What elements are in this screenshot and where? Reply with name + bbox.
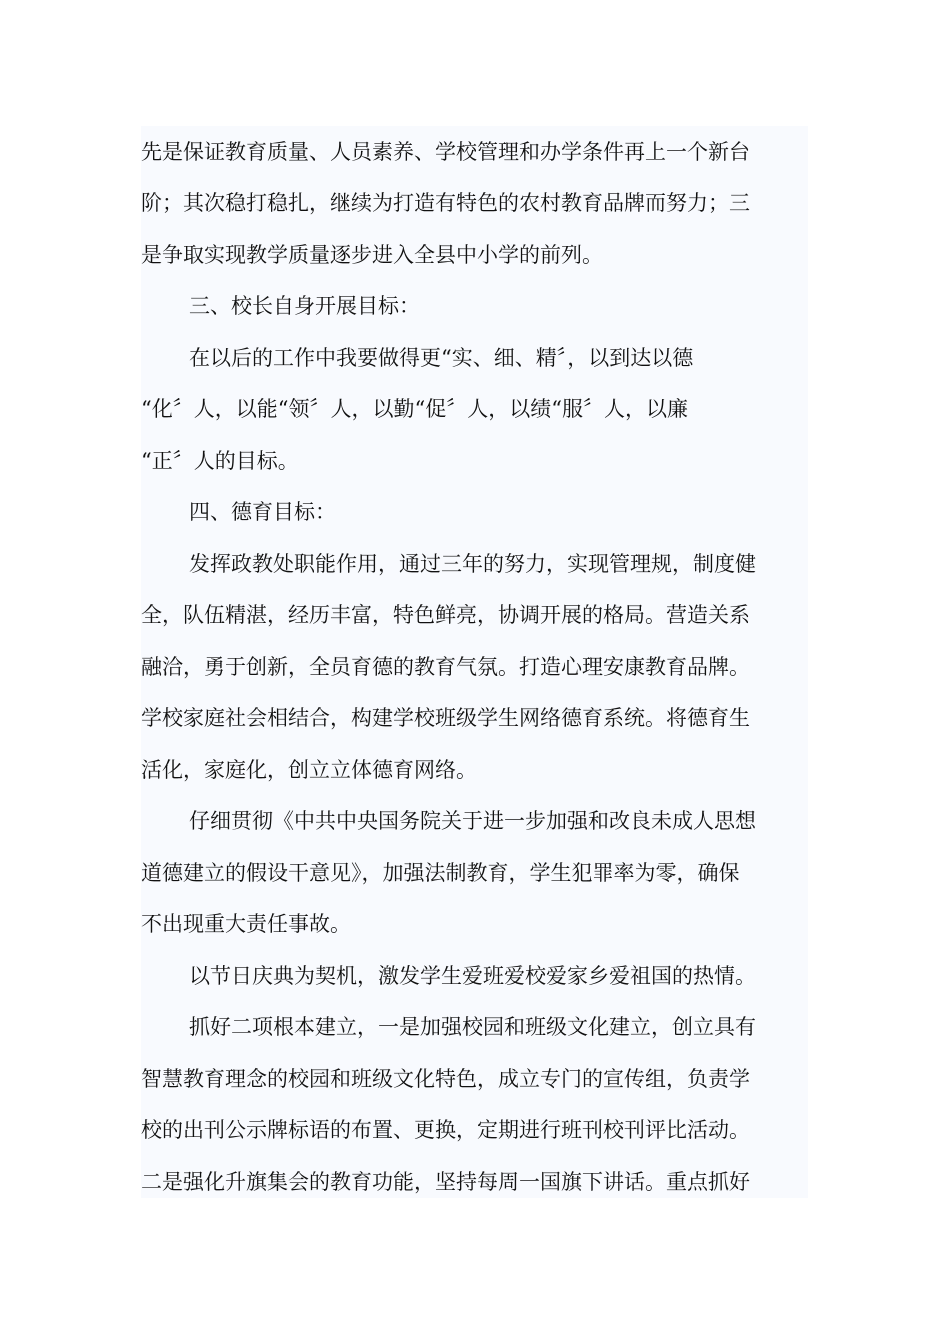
text-line: 发挥政教处职能作用，通过三年的努力，实现管理规，制度健 bbox=[189, 552, 756, 576]
text-line: 在以后的工作中我要做得更“实、细、精〞，以到达以德 bbox=[189, 346, 694, 370]
text-line: 道德建立的假设干意见》，加强法制教育，学生犯罪率为零，确保 bbox=[141, 861, 740, 885]
section-heading: 三、校长自身开展目标： bbox=[189, 294, 420, 318]
text-line: 抓好二项根本建立，一是加强校园和班级文化建立，创立具有 bbox=[189, 1015, 756, 1039]
document-body bbox=[141, 126, 808, 1198]
text-line: 以节日庆典为契机，激发学生爱班爱校爱家乡爱祖国的热情。 bbox=[189, 964, 756, 988]
text-line: 仔细贯彻《中共中央国务院关于进一步加强和改良未成人思想 bbox=[189, 809, 756, 833]
text-line: “正〞人的目标。 bbox=[141, 449, 299, 473]
text-line: 是争取实现教学质量逐步进入全县中小学的前列。 bbox=[141, 243, 603, 267]
text-line: 全，队伍精湛，经历丰富，特色鲜亮，协调开展的格局。营造关系 bbox=[141, 603, 750, 627]
text-line: 融洽，勇于创新，全员育德的教育气氛。打造心理安康教育品牌。 bbox=[141, 655, 750, 679]
text-line: 二是强化升旗集会的教育功能，坚持每周一国旗下讲话。重点抓好 bbox=[141, 1170, 750, 1194]
text-line: 学校家庭社会相结合，构建学校班级学生网络德育系统。将德育生 bbox=[141, 706, 750, 730]
section-heading: 四、德育目标： bbox=[189, 500, 336, 524]
text-line: 阶；其次稳打稳扎，继续为打造有特色的农村教育品牌而努力；三 bbox=[141, 191, 750, 215]
text-line: “化〞人，以能“领〞人，以勤“促〞人，以绩“服〞人，以廉 bbox=[141, 397, 688, 421]
text-line: 活化，家庭化，创立立体德育网络。 bbox=[141, 758, 477, 782]
text-line: 先是保证教育质量、人员素养、学校管理和办学条件再上一个新台 bbox=[141, 140, 750, 164]
text-line: 校的出刊公示牌标语的布置、更换，定期进行班刊校刊评比活动。 bbox=[141, 1118, 750, 1142]
text-line: 智慧教育理念的校园和班级文化特色，成立专门的宣传组，负责学 bbox=[141, 1067, 750, 1091]
text-line: 不出现重大责任事故。 bbox=[141, 912, 351, 936]
